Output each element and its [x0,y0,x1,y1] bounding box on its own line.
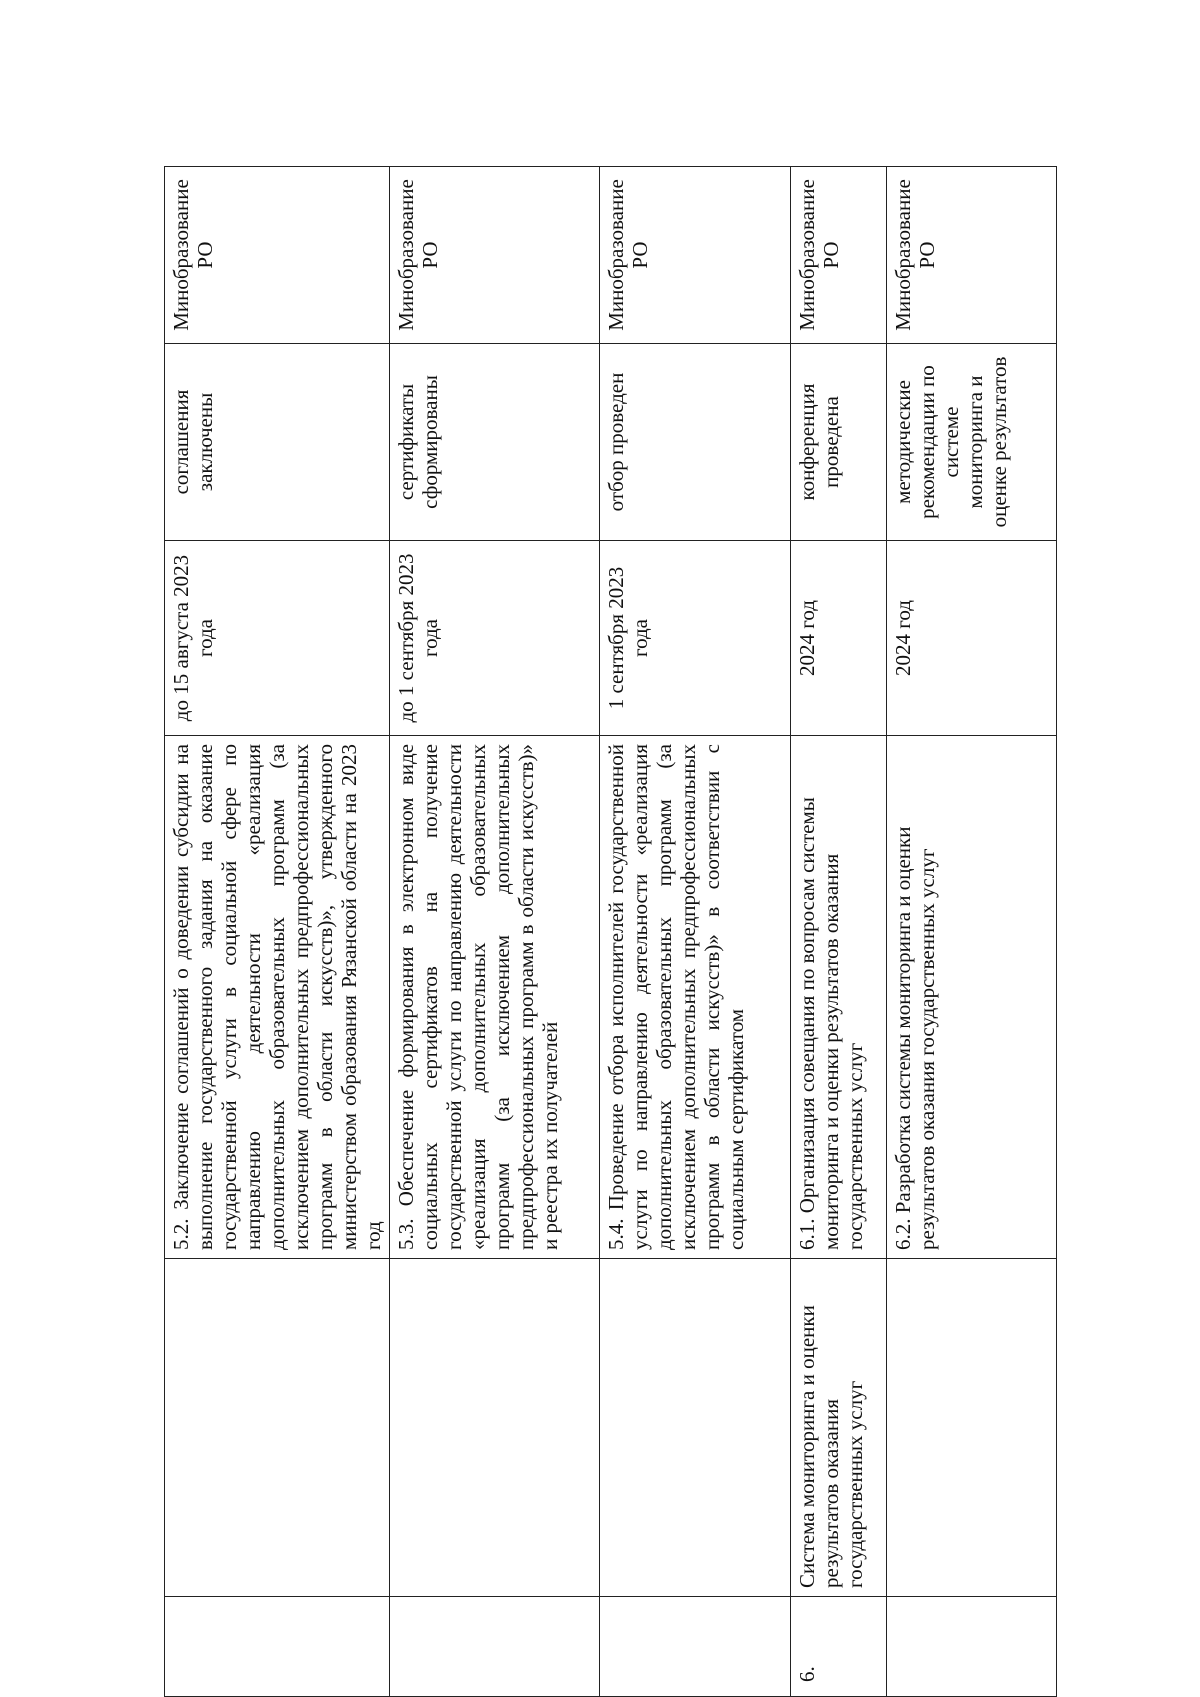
row-number: 6. [791,1597,887,1697]
row-number [165,1597,390,1697]
row-number [600,1597,791,1697]
table-row [887,167,1057,1697]
table-row [165,167,390,1697]
plan-table [164,166,1057,1697]
table-row [390,167,600,1697]
deadline: 2024 год [887,541,1057,736]
result: соглашения заключены [165,344,390,541]
row-number [390,1597,600,1697]
result: сертификаты сформированы [390,344,600,541]
deadline: до 1 сентября 2023 года [390,541,600,736]
direction-name: Система мониторинга и оценки результатов оказания государственных услуг [791,1259,887,1597]
row-number [887,1597,1057,1697]
responsible: Минобразование РО [887,167,1057,344]
responsible: Минобразование РО [791,167,887,344]
result: методические рекомендации по системе мониторинга и оценке результатов [887,344,1057,541]
deadline: до 15 августа 2023 года [165,541,390,736]
deadline: 1 сентября 2023 года [600,541,791,736]
result: конференция проведена [791,344,887,541]
action-text: 6.1. Организация совещания по вопросам системы мониторинга и оценки результатов оказания государственных услуг [791,736,887,1259]
responsible: Минобразование РО [600,167,791,344]
direction-name [887,1259,1057,1597]
direction-name [600,1259,791,1597]
result: отбор проведен [600,344,791,541]
direction-name [165,1259,390,1597]
responsible: Минобразование РО [165,167,390,344]
action-text: 6.2. Разработка системы мониторинга и оценки результатов оказания государственных услуг [887,736,1057,1259]
direction-name [390,1259,600,1597]
action-text: 5.2. Заключение соглашений о доведении субсидии на выполнение государственного задания на оказание государственной услуги в социальной сфере по направлению деятельности «реализация дополнительных образовательных программ (за исключением дополнительных предпрофессиональных программ в области искусств)», утвержденного министерством образования Рязанской области на 2023 год [165,736,390,1259]
action-text: 5.4. Проведение отбора исполнителей государственной услуги по направлению деятельности «реализация дополнительных образовательных программ (за исключением дополнительных предпрофессиональных программ в области искусств)» в соответствии с социальным сертификатом [600,736,791,1259]
table-row [600,167,791,1697]
table-row [791,167,887,1697]
deadline: 2024 год [791,541,887,736]
action-text: 5.3. Обеспечение формирования в электронном виде социальных сертификатов на получение государственной услуги по направлению деятельности «реализация дополнительных образовательных программ (за исключением дополнительных предпрофессиональных программ в области искусств)» и реестра их получателей [390,736,600,1259]
rotated-table-sheet [164,112,1105,1697]
responsible: Минобразование РО [390,167,600,344]
